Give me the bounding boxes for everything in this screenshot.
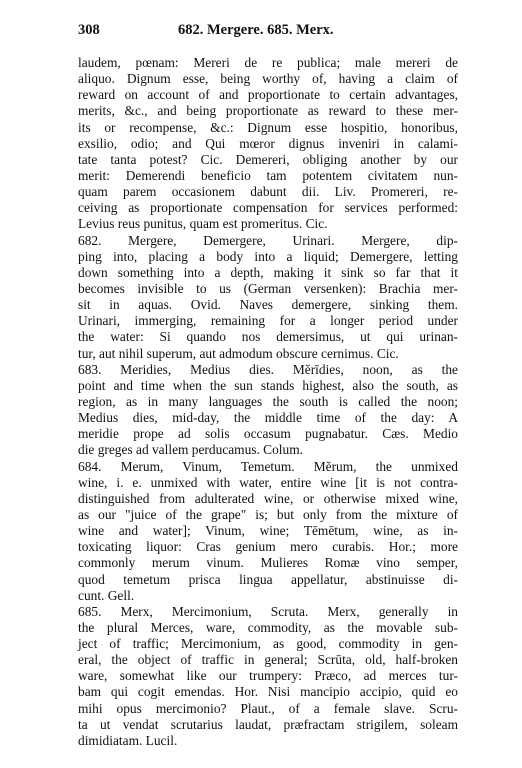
text-line: becomes invisible to us (German versenken): Brachia mer- [78,280,458,296]
running-header [78,22,460,42]
text-line: merit: Demerendi beneficio tam potentem civitatem nun- [78,167,458,183]
text-line: meridie prope ad solis occasum pugnabatur. Cæs. Medio [78,426,458,442]
text-line: reward on account of and proportionate to certain advantages, [78,87,458,103]
running-title: 682. Mergere. 685. Merx. [178,22,334,38]
text-line: laudem, pœnam: Mereri de re publica; male mereri de [78,55,458,70]
text-line: ta ut vendat scrutarius laudat, præfractam strigilem, soleam [78,716,458,732]
text-line: cunt. Gell. [78,587,135,603]
text-line: wine and water]; Vinum, wine; Tēmētum, wine, as in- [78,523,458,539]
page-number: 308 [78,22,100,38]
text-line: bam qui cogit emendas. Hor. Nisi mancipio accipio, quid eo [78,684,458,700]
text-line: region, as in many languages the south is called the noon; [78,393,458,409]
text-line: mihi opus mercimonio? Plaut., of a female slave. Scru- [78,700,458,716]
text-line: quam parem occasionem dabunt dii. Liv. Promereri, re- [78,184,458,200]
text-line: ping into, placing a body into a liquid; Demergere, letting [78,248,458,264]
text-line: 684. Merum, Vinum, Temetum. Mĕrum, the unmixed [78,458,458,474]
text-line: point and time when the sun stands highest, also the south, as [78,377,458,393]
text-line: commonly merum vinum. Mulieres Romæ vino semper, [78,555,458,571]
text-line: eral, the object of traffic in general; Scrūta, old, half-broken [78,652,458,668]
text-line: dimidiatam. Lucil. [78,732,178,748]
text-line: 683. Meridies, Medius dies. Mĕrīdies, noon, as the [78,361,458,377]
page-body-text [78,55,458,749]
text-line: tate tanta potest? Cic. Demereri, obliging another by our [78,151,458,167]
text-line: distinguished from adulterated wine, or otherwise mixed wine, [78,490,458,506]
text-line: die greges ad vallem perducamus. Colum. [78,442,303,458]
text-line: Medius dies, mid-day, the middle time of the day: A [78,410,458,426]
text-line: the water: Si quando nos demersimus, ut qui urinan- [78,329,458,345]
text-line: aliquo. Dignum esse, being worthy of, having a claim of [78,71,458,87]
text-line: 685. Merx, Mercimonium, Scruta. Merx, generally in [78,603,458,619]
text-line: its or recompense, &c.: Dignum esse hospitio, honoribus, [78,119,458,135]
text-line: exsilio, odio; and Qui mœror dignus inveniri in calami- [78,135,458,151]
text-line: 682. Mergere, Demergere, Urinari. Mergere, dip- [78,232,458,248]
text-line: ject of traffic; Mercimonium, as good, commodity in gen- [78,636,458,652]
text-line: merits, &c., and being proportionate as reward to these mer- [78,103,458,119]
text-line: sit in aquas. Ovid. Naves demergere, sinking them. [78,297,458,313]
text-line: Levius reus punitus, quam est promeritus. Cic. [78,216,328,232]
text-line: toxicating liquor: Cras genium mero curabis. Hor.; more [78,539,458,555]
text-line: wine, i. e. unmixed with water, entire wine [it is not contra- [78,474,458,490]
text-line: as our "juice of the grape" is; but only from the mixture of [78,506,458,522]
text-line: the plural Merces, ware, commodity, as the movable sub- [78,619,458,635]
text-line: ceiving as proportionate compensation for services performed: [78,200,458,216]
text-line: quod temetum prisca lingua appellatur, abstinuisse di- [78,571,458,587]
text-line: ware, somewhat like our trumpery: Præco, ad merces tur- [78,668,458,684]
text-line: Urinari, immerging, remaining for a longer period under [78,313,458,329]
text-line: tur, aut nihil superum, aut admodum obscure cernimus. Cic. [78,345,399,361]
text-line: down something into a depth, making it sink so far that it [78,264,458,280]
